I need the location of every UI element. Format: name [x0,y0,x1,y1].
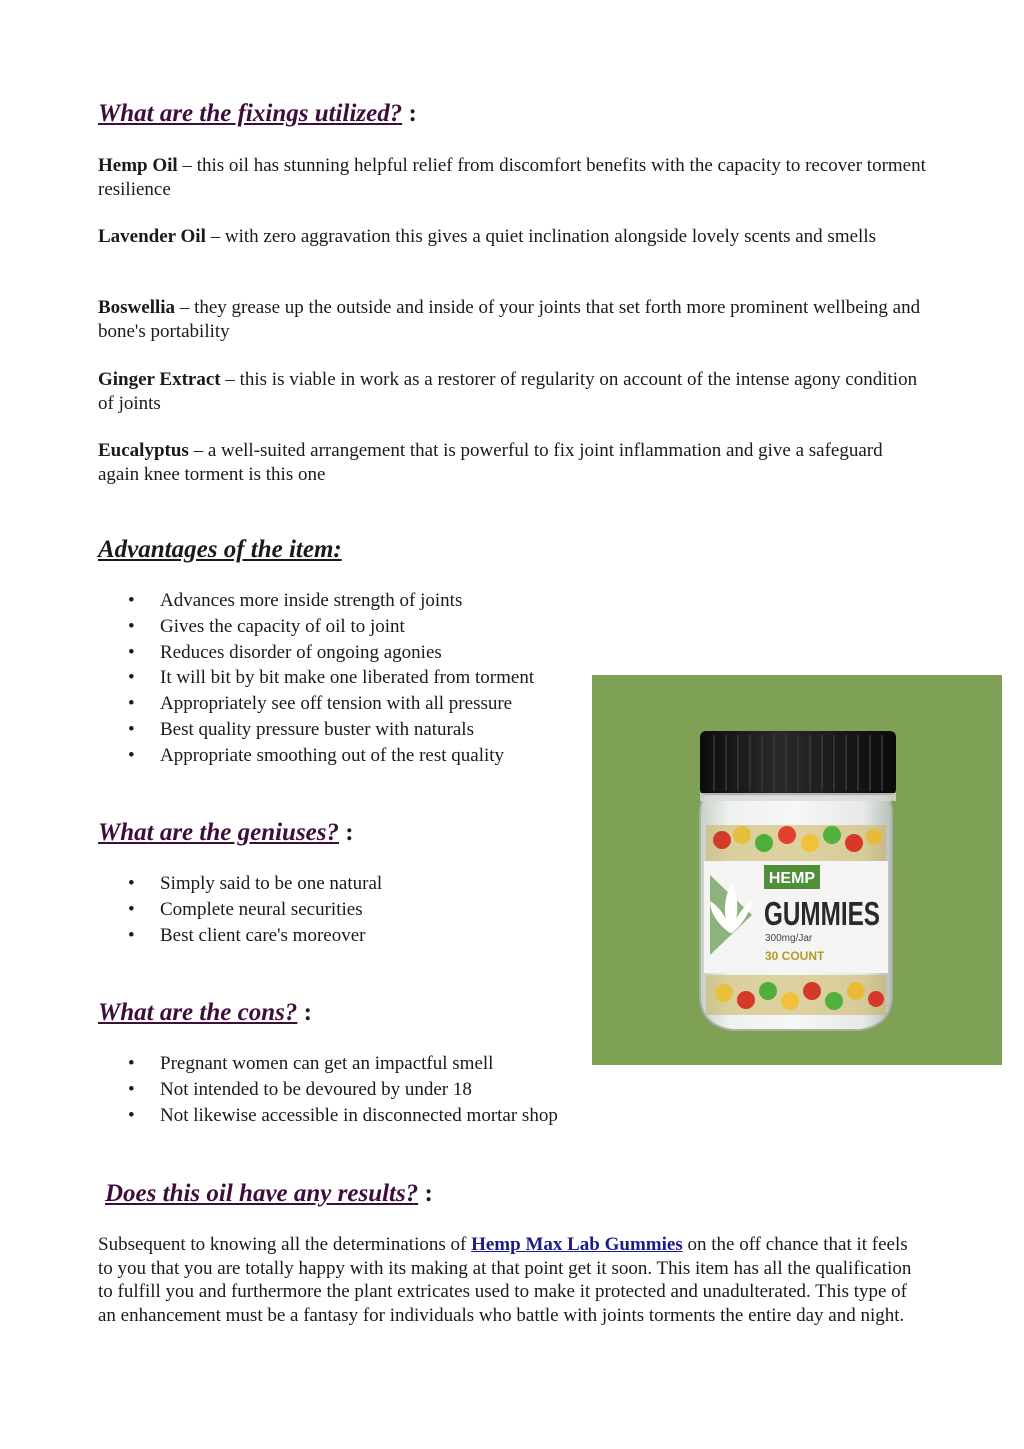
dose-text: 300mg/Jar [765,933,813,944]
ingredient-name: Eucalyptus [98,440,189,461]
results-heading [105,1179,433,1209]
list-item: • It will bit by bit make one liberated from torment [98,666,534,692]
advantages-list [98,589,534,770]
ingredient-description: – this oil has stunning helpful relief from discomfort benefits with the capacity to recover torment resilience [98,155,926,200]
results-heading-link[interactable]: Does this oil have any results? [105,1180,419,1207]
advantages-heading [98,535,342,565]
results-text-before: Subsequent to knowing all the determinations of [98,1234,472,1255]
count-text: 30 COUNT [765,949,825,963]
geniuses-list [98,872,382,949]
list-item: • Advances more inside strength of joints [98,589,534,615]
results-paragraph [98,1233,924,1327]
gummies-jar-illustration [592,675,1002,1065]
ingredient-name: Boswellia [98,297,176,318]
list-item: • Simply said to be one natural [98,872,382,898]
ingredient-name: Lavender Oil [98,226,206,247]
results-text-after: on the off chance that it feels to you that you are totally happy with its making at that point get it soon. This item has all the qualification to fulfill you and furthermore the plant extricates used to make it protected and unadulterated. This type of an enhancement must be a fantasy for individuals who battle with joints torments the entire day and night. [98,1234,912,1326]
list-item: • Appropriately see off tension with all pressure [98,692,534,718]
geniuses-heading [98,818,354,848]
fixings-heading-link[interactable]: What are the fixings utilized? [98,100,403,127]
product-image [592,675,1002,1065]
heading-colon: : [424,1180,433,1207]
product-link[interactable]: Hemp Max Lab Gummies [471,1234,683,1255]
ingredient-ginger-extract [98,368,928,415]
ingredient-name: Ginger Extract [98,369,221,390]
cons-list [98,1052,558,1129]
ingredient-eucalyptus [98,439,888,486]
ingredient-description: – with zero aggravation this gives a quiet inclination alongside lovely scents and smells [205,226,876,247]
list-item: • Complete neural securities [98,898,382,924]
hemp-badge-text: HEMP [768,870,816,887]
list-item: • Best client care's moreover [98,924,382,950]
list-item: • Appropriate smoothing out of the rest quality [98,744,534,770]
cons-heading [98,998,312,1028]
heading-colon: : [408,100,417,127]
ingredient-name: Hemp Oil [98,155,178,176]
list-item: • Not likewise accessible in disconnected mortar shop [98,1104,558,1130]
ingredient-description: – this is viable in work as a restorer of regularity on account of the intense agony condition of joints [98,369,918,414]
list-item: • Best quality pressure buster with naturals [98,718,534,744]
list-item: • Pregnant women can get an impactful smell [98,1052,558,1078]
advantages-heading-text: Advantages of the item: [98,536,342,563]
geniuses-heading-link[interactable]: What are the geniuses? [98,819,340,846]
fixings-heading [98,99,417,129]
ingredient-boswellia [98,296,928,343]
cons-heading-link[interactable]: What are the cons? [98,999,298,1026]
gummies-top-band [706,825,886,861]
gummies-bottom-band [706,975,886,1015]
ingredient-lavender-oil [98,225,928,249]
list-item: • Not intended to be devoured by under 18 [98,1078,558,1104]
gummies-title: GUMMIES [764,895,880,932]
heading-colon: : [345,819,354,846]
ingredient-description: – a well-suited arrangement that is powerful to fix joint inflammation and give a safeguard again knee torment is this one [98,440,883,485]
heading-colon: : [303,999,312,1026]
list-item: • Reduces disorder of ongoing agonies [98,641,534,667]
list-item: • Gives the capacity of oil to joint [98,615,534,641]
ingredient-hemp-oil [98,154,928,201]
ingredient-description: – they grease up the outside and inside of your joints that set forth more prominent wellbeing and bone's portability [98,297,921,342]
